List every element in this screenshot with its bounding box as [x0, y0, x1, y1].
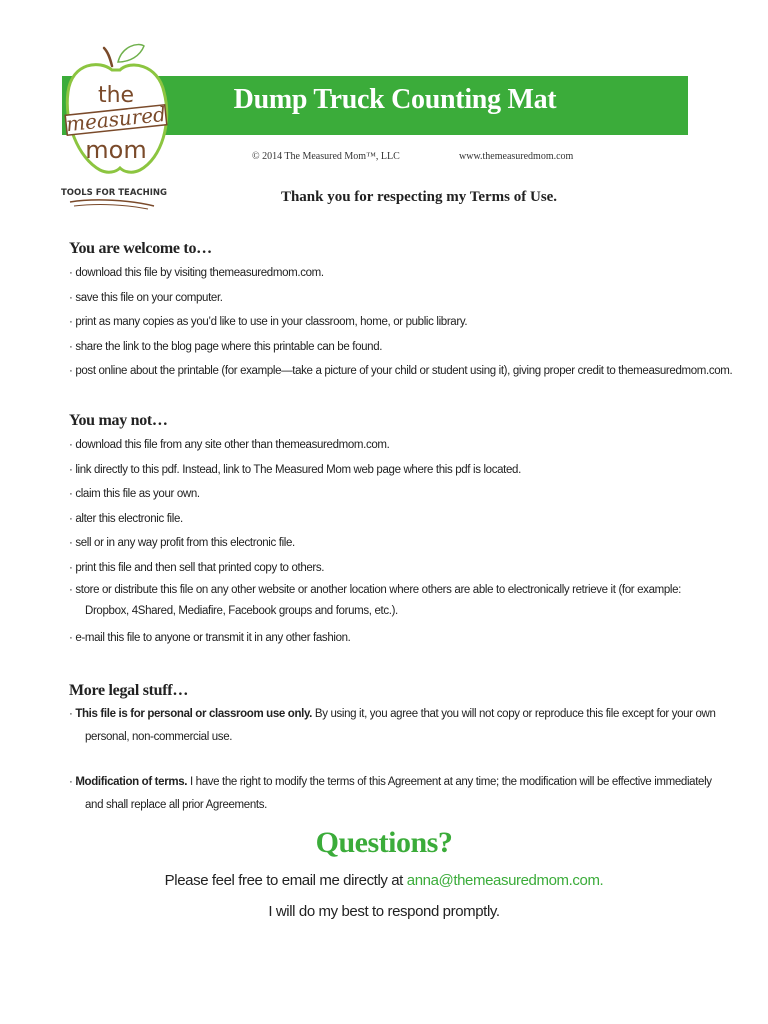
- list-item: · post online about the printable (for example—take a picture of your child or student using it), giving proper credit to themeasuredmom.com.: [69, 365, 733, 377]
- respond-line: I will do my best to respond promptly.: [268, 903, 500, 920]
- list-item: · print this file and then sell that printed copy to others.: [69, 561, 325, 574]
- welcome-heading: You are welcome to…: [69, 240, 212, 257]
- list-item: · claim this file as your own.: [69, 488, 200, 500]
- contact-line: [0, 872, 768, 889]
- legal-item-text: I have the right to modify the terms of this Agreement at any time; the modification will be effective immediately and shall replace all prior Agreements.: [85, 776, 712, 811]
- list-item: · print as many copies as you’d like to use in your classroom, home, or public library.: [69, 316, 468, 328]
- measured-mom-logo: [60, 40, 170, 210]
- page-title: Dump Truck Counting Mat: [233, 84, 557, 115]
- email-link[interactable]: anna@themeasuredmom.com.: [406, 872, 604, 889]
- may-not-heading: You may not…: [69, 412, 168, 429]
- logo-measured: measured: [64, 101, 167, 137]
- list-item: · save this file on your computer.: [69, 291, 223, 304]
- legal-section: [69, 682, 719, 817]
- legal-item-bold: This file is for personal or classroom use only.: [75, 708, 313, 720]
- website-url[interactable]: www.themeasuredmom.com: [459, 151, 574, 162]
- list-item: · share the link to the blog page where this printable can be found.: [69, 340, 383, 353]
- list-item: · download this file by visiting themeasuredmom.com.: [69, 267, 324, 279]
- leaf-icon: [118, 45, 144, 62]
- copyright-notice: © 2014 The Measured Mom™, LLC: [252, 151, 400, 162]
- list-item: · sell or in any way profit from this electronic file.: [69, 537, 295, 549]
- legal-item-personal-use: · This file is for personal or classroom use only. By using it, you agree that you will not copy or reproduce this file except for your own personal, non-commercial use.: [69, 708, 716, 743]
- legal-heading: More legal stuff…: [69, 682, 189, 699]
- may-not-section: [69, 412, 719, 651]
- legal-item-bold: Modification of terms.: [75, 776, 188, 788]
- welcome-section: [69, 240, 733, 384]
- list-item: · e-mail this file to anyone or transmit it in any other fashion.: [69, 632, 351, 644]
- list-item: · alter this electronic file.: [69, 512, 183, 525]
- legal-item-text: By using it, you agree that you will not copy or reproduce this file except for your own personal, non-commercial use.: [85, 708, 716, 743]
- questions-heading: Questions?: [315, 826, 453, 859]
- legal-item-modification: · Modification of terms. I have the right to modify the terms of this Agreement at any time; the modification will be effective immediately and shall replace all prior Agreements.: [69, 776, 712, 811]
- list-item: · link directly to this pdf. Instead, link to The Measured Mom web page where this pdf is located.: [69, 463, 521, 476]
- logo-the: the: [97, 83, 135, 108]
- logo-tagline: TOOLS FOR TEACHING: [60, 188, 168, 198]
- list-item: · download this file from any site other than themeasuredmom.com.: [69, 439, 390, 451]
- logo-mom: mom: [85, 136, 147, 164]
- terms-thanks: Thank you for respecting my Terms of Use.: [280, 189, 558, 205]
- list-item: · store or distribute this file on any other website or another location where others are able to electronically retrieve it (for example: Dropbox, 4Shared, Mediafire, Facebook groups and forums, etc.).: [69, 584, 681, 617]
- contact-text: Please feel free to email me directly at: [164, 872, 403, 889]
